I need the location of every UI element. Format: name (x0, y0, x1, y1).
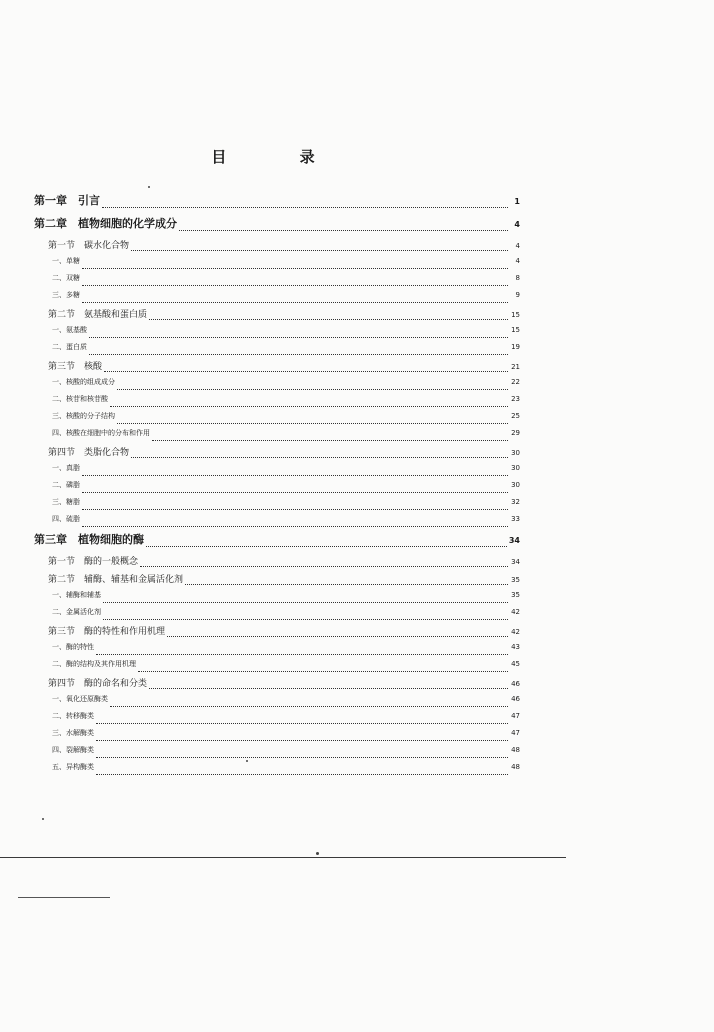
dot-leader (146, 545, 507, 547)
toc-entry-item (34, 745, 520, 762)
toc-entry-label: 二、转移酶类 (52, 712, 94, 720)
ink-speck (42, 818, 44, 820)
toc-entry-label: 一、真脂 (52, 464, 80, 472)
dot-leader (82, 508, 508, 510)
dot-leader (104, 370, 508, 372)
toc-entry-page-number: 42 (511, 608, 520, 616)
toc-entry-page-number: 21 (511, 363, 520, 371)
toc-entry-page-number: 15 (511, 311, 520, 319)
toc-entry-label: 一、氧化还原酶类 (52, 695, 108, 703)
toc-entry-section (34, 554, 520, 572)
toc-entry-item (34, 463, 520, 480)
toc-entry-page-number: 48 (511, 746, 520, 754)
toc-entry-item (34, 728, 520, 745)
toc-entry-section (34, 572, 520, 590)
toc-entry-label: 二、核苷和核苷酸 (52, 395, 108, 403)
dot-leader (149, 318, 508, 320)
toc-entry-page-number: 30 (511, 481, 520, 489)
toc-entry-page-number: 34 (508, 536, 520, 545)
toc-entry-page-number: 4 (515, 242, 520, 250)
toc-entry-page-number: 47 (511, 712, 520, 720)
dot-leader (96, 756, 508, 758)
toc-entry-page-number: 19 (511, 343, 520, 351)
toc-entry-page-number: 35 (511, 576, 520, 584)
toc-entry-item (34, 428, 520, 445)
dot-leader (102, 206, 508, 208)
toc-entry-chapter (34, 531, 520, 554)
dot-leader (140, 565, 508, 567)
toc-entry-section (34, 359, 520, 377)
dot-leader (103, 601, 508, 603)
toc-entry-label: 第四节 酶的命名和分类 (48, 679, 148, 689)
toc-entry-page-number: 23 (511, 395, 520, 403)
dot-leader (131, 249, 508, 251)
toc-entry-label: 四、裂解酶类 (52, 746, 94, 754)
toc-entry-item (34, 590, 520, 607)
toc-entry-page-number: 30 (511, 449, 520, 457)
toc-entry-page-number: 35 (511, 591, 520, 599)
toc-entry-label: 第二节 氨基酸和蛋白质 (48, 310, 148, 320)
dot-leader (89, 353, 508, 355)
toc-entry-chapter (34, 192, 520, 215)
toc-entry-label: 五、异构酶类 (52, 763, 94, 771)
toc-entry-label: 三、糖脂 (52, 498, 80, 506)
table-of-contents (34, 192, 520, 779)
dot-leader (96, 739, 508, 741)
toc-entry-label: 三、多糖 (52, 291, 80, 299)
toc-entry-item (34, 497, 520, 514)
toc-entry-item (34, 480, 520, 497)
dot-leader (110, 705, 508, 707)
dot-leader (82, 491, 508, 493)
toc-entry-page-number: 48 (511, 763, 520, 771)
toc-entry-page-number: 8 (515, 274, 520, 282)
dot-leader (185, 583, 508, 585)
dot-leader (89, 336, 508, 338)
toc-entry-page-number: 4 (515, 257, 520, 265)
toc-entry-page-number: 46 (511, 695, 520, 703)
toc-entry-page-number: 34 (511, 558, 520, 566)
toc-entry-section (34, 676, 520, 694)
page-title: 目 录 (211, 148, 349, 166)
dot-leader (110, 405, 508, 407)
toc-entry-label: 第二章 植物细胞的化学成分 (34, 217, 177, 230)
toc-entry-item (34, 342, 520, 359)
toc-entry-label: 二、蛋白质 (52, 343, 87, 351)
toc-entry-label: 三、核酸的分子结构 (52, 412, 115, 420)
dot-leader (96, 653, 508, 655)
toc-entry-item (34, 642, 520, 659)
dot-leader (149, 687, 508, 689)
toc-entry-label: 三、水解酶类 (52, 729, 94, 737)
dot-leader (82, 267, 508, 269)
toc-entry-page-number: 1 (514, 197, 520, 206)
toc-entry-label: 第一章 引言 (34, 194, 100, 207)
toc-entry-item (34, 514, 520, 531)
toc-entry-label: 第三章 植物细胞的酶 (34, 533, 144, 546)
toc-entry-label: 一、辅酶和辅基 (52, 591, 101, 599)
toc-entry-page-number: 33 (511, 515, 520, 523)
footnote-rule (18, 897, 110, 898)
toc-entry-item (34, 377, 520, 394)
toc-entry-page-number: 25 (511, 412, 520, 420)
toc-entry-page-number: 9 (515, 291, 520, 299)
ink-speck (316, 852, 319, 855)
toc-entry-label: 二、磷脂 (52, 481, 80, 489)
toc-entry-label: 一、核酸的组成成分 (52, 378, 115, 386)
toc-entry-page-number: 45 (511, 660, 520, 668)
toc-entry-page-number: 29 (511, 429, 520, 437)
toc-entry-section (34, 624, 520, 642)
toc-entry-item (34, 290, 520, 307)
dot-leader (82, 284, 508, 286)
toc-entry-item (34, 659, 520, 676)
dot-leader (167, 635, 508, 637)
toc-entry-label: 第三节 核酸 (48, 362, 103, 372)
dot-leader (117, 388, 508, 390)
toc-entry-label: 一、单糖 (52, 257, 80, 265)
toc-entry-item (34, 694, 520, 711)
dot-leader (131, 456, 508, 458)
toc-entry-label: 一、氨基酸 (52, 326, 87, 334)
dot-leader (82, 474, 508, 476)
toc-entry-page-number: 15 (511, 326, 520, 334)
toc-entry-label: 二、双糖 (52, 274, 80, 282)
toc-entry-item (34, 256, 520, 273)
toc-entry-label: 第一节 碳水化合物 (48, 241, 130, 251)
toc-entry-label: 四、硫脂 (52, 515, 80, 523)
toc-entry-label: 二、金属活化剂 (52, 608, 101, 616)
toc-entry-label: 第二节 辅酶、辅基和金属活化剂 (48, 575, 184, 585)
toc-entry-page-number: 43 (511, 643, 520, 651)
toc-entry-page-number: 47 (511, 729, 520, 737)
dot-leader (103, 618, 508, 620)
toc-entry-item (34, 273, 520, 290)
dot-leader (117, 422, 508, 424)
toc-entry-section (34, 238, 520, 256)
toc-entry-page-number: 42 (511, 628, 520, 636)
toc-entry-label: 第一节 酶的一般概念 (48, 557, 139, 567)
toc-entry-item (34, 325, 520, 342)
dot-leader (152, 439, 508, 441)
toc-entry-section (34, 307, 520, 325)
dot-leader (96, 773, 508, 775)
toc-entry-label: 第三节 酶的特性和作用机理 (48, 627, 166, 637)
toc-entry-item (34, 607, 520, 624)
dot-leader (179, 229, 508, 231)
toc-entry-item (34, 411, 520, 428)
toc-entry-label: 一、酶的特性 (52, 643, 94, 651)
toc-entry-item (34, 394, 520, 411)
toc-entry-page-number: 46 (511, 680, 520, 688)
toc-entry-page-number: 22 (511, 378, 520, 386)
ink-speck (246, 760, 248, 762)
dot-leader (138, 670, 508, 672)
dot-leader (82, 525, 508, 527)
toc-entry-page-number: 32 (511, 498, 520, 506)
dot-leader (96, 722, 508, 724)
toc-entry-chapter (34, 215, 520, 238)
toc-entry-label: 四、核酸在细胞中的分布和作用 (52, 429, 150, 437)
toc-entry-label: 二、酶的结构及其作用机理 (52, 660, 136, 668)
toc-entry-label: 第四节 类脂化合物 (48, 448, 130, 458)
toc-entry-section (34, 445, 520, 463)
toc-entry-item (34, 762, 520, 779)
bottom-rule (0, 857, 566, 858)
ink-speck (148, 186, 150, 188)
dot-leader (82, 301, 508, 303)
toc-entry-page-number: 4 (514, 220, 520, 229)
toc-entry-page-number: 30 (511, 464, 520, 472)
toc-entry-item (34, 711, 520, 728)
